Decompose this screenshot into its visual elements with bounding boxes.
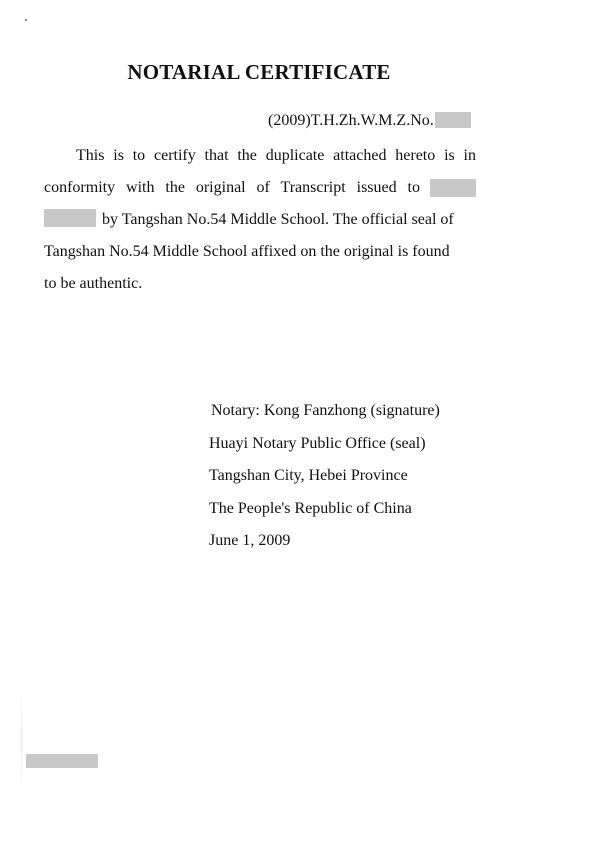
office-line: Huayi Notary Public Office (seal) bbox=[209, 434, 426, 452]
redacted-recipient-name bbox=[430, 179, 476, 197]
signature-block bbox=[209, 395, 440, 558]
scan-edge-shadow bbox=[20, 690, 23, 790]
country-line: The People's Republic of China bbox=[209, 499, 412, 517]
body-line-4: Tangshan No.54 Middle School affixed on the original is found bbox=[44, 243, 450, 260]
certificate-body bbox=[44, 140, 476, 300]
scan-speck bbox=[25, 19, 27, 21]
city-line: Tangshan City, Hebei Province bbox=[209, 467, 408, 484]
body-line-3 bbox=[44, 204, 476, 236]
body-line-1: This is to certify that the duplicate attached hereto is in bbox=[76, 147, 476, 164]
notary-line: Notary: Kong Fanzhong (signature) bbox=[211, 402, 440, 419]
body-line-5: to be authentic. bbox=[44, 275, 143, 292]
body-line-3-text: by Tangshan No.54 Middle School. The official seal of bbox=[102, 211, 454, 228]
redacted-footer-mark bbox=[26, 754, 98, 768]
redacted-recipient-name-continued bbox=[44, 209, 96, 227]
reference-label: (2009)T.H.Zh.W.M.Z.No. bbox=[268, 112, 434, 129]
redacted-reference-number bbox=[435, 112, 471, 128]
page-title: NOTARIAL CERTIFICATE bbox=[127, 60, 391, 84]
body-line-2-text: conformity with the original of Transcript issued to bbox=[44, 179, 420, 196]
body-line-2 bbox=[44, 172, 476, 204]
reference-number bbox=[268, 112, 471, 130]
date-line: June 1, 2009 bbox=[209, 532, 291, 549]
